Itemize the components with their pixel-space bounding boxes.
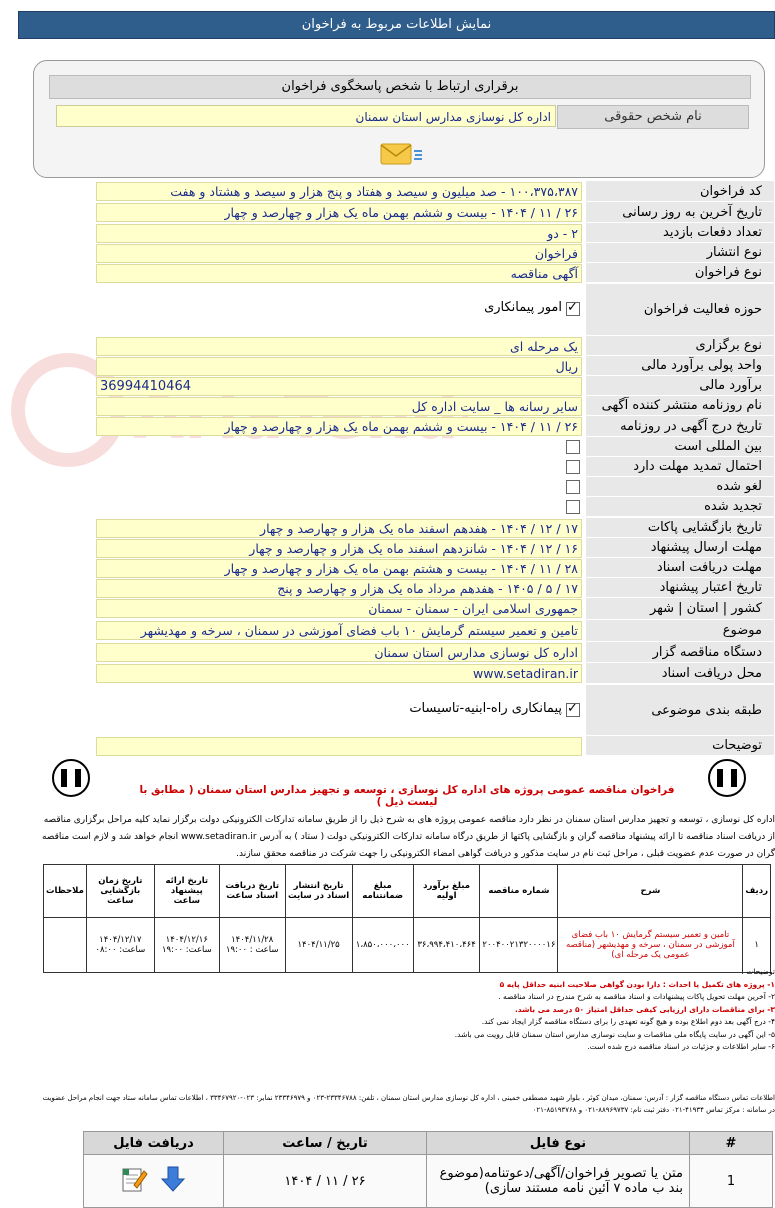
field-label: تاریخ اعتبار پیشنهاد [586,578,774,598]
notice-cell: ۱ [743,918,771,973]
files-header-num: # [690,1132,773,1155]
notice-note: ۵- این آگهی در سایت پایگاه ملی مناقصات و سایت نوسازی مدارس استان سمنان قابل رویت می باشد. [454,1029,775,1039]
notice-cell: ۲۰۰۴۰۰۲۱۳۲۰۰۰۰۱۶ [480,918,558,973]
field-label: تعداد دفعات بازدید [586,223,774,243]
field-label: تجدید شده [586,497,774,517]
field-label: دستگاه مناقصه گزار [586,642,774,663]
field-label: واحد پولی برآورد مالی [586,356,774,376]
field-label: موضوع [586,620,774,642]
notice-header-cell: تاریخ دریافت اسناد ساعت [219,865,285,918]
field-label: تاریخ آخرین به روز رسانی [586,202,774,223]
page-title: نمایش اطلاعات مربوط به فراخوان [18,11,775,39]
logo-left-icon [45,758,97,798]
field-label: حوزه فعالیت فراخوان [586,284,774,336]
field-value: تامین و تعمیر سیستم گرمایش ۱۰ باب فضای آموزشی در سمنان ، سرخه و مهدیشهر [96,621,582,640]
field-checkbox[interactable] [566,480,580,494]
field-label: بین المللی است [586,437,774,457]
field-label: توضیحات [586,736,774,756]
field-checkbox[interactable] [566,703,580,717]
field-value: سایر رسانه ها _ سایت اداره کل [96,397,582,416]
notice-cell: ۱۴۰۴/۱۱/۲۵ [285,918,352,973]
field-checkbox-label: پیمانکاری راه-ابنیه-تاسیسات [409,700,562,716]
file-row [84,1155,773,1208]
field-checkbox[interactable] [566,440,580,454]
field-value: جمهوری اسلامی ایران - سمنان - سمنان [96,599,582,618]
notice-header-cell: تاریخ ارائه پیشنهاد ساعت [154,865,219,918]
notice-note: ۱- پروژه های تکمیل یا احداث : دارا بودن گواهی صلاحیت ابنیه حداقل پایه ۵ [499,979,775,989]
field-value: ریال [96,357,582,376]
field-value: یک مرحله ای [96,337,582,356]
file-actions [84,1155,224,1208]
field-label: کد فراخوان [586,181,774,202]
edit-document-icon[interactable] [120,1165,148,1197]
contact-panel [33,60,765,178]
notice-note: ۶- سایر اطلاعات و جزئیات در اسناد مناقصه درج شده است. [587,1042,775,1051]
notice-note: ۳- برای مناقصات دارای ارزیابی کیفی حداقل امتیاز ۵۰ درصد می باشد. [514,1004,775,1014]
notice-note: ۲- آخرین مهلت تحویل پاکات پیشنهادات و اسناد مناقصه به شرح مندرج در اسناد مناقصه . [498,992,775,1001]
field-value: ۱۷ / ۱۲ / ۱۴۰۴ - هفدهم اسفند ماه یک هزار و چهارصد و چهار [96,519,582,538]
file-date: ۲۶ / ۱۱ / ۱۴۰۴ [224,1155,427,1208]
field-value: ۲۶ / ۱۱ / ۱۴۰۴ - بیست و ششم بهمن ماه یک هزار و چهارصد و چهار [96,203,582,222]
field-label: لغو شده [586,477,774,497]
notes-title: توضیحات : [741,967,775,976]
field-label: مهلت ارسال پیشنهاد [586,538,774,558]
contact-header: برقراری ارتباط با شخص پاسخگوی فراخوان [49,75,751,99]
notice-cell [44,918,87,973]
field-value: ۲ - دو [96,224,582,243]
notice-header-cell: شرح [558,865,743,918]
field-label: نام روزنامه منتشر کننده آگهی [586,396,774,416]
field-label: نوع برگزاری [586,336,774,356]
notice-cell: ۱۴۰۴/۱۲/۱۷ ساعت: ۰۸:۰۰ [86,918,154,973]
file-num: 1 [690,1155,773,1208]
notice-header-cell: مبلغ برآورد اولیه [413,865,480,918]
field-label: تاریخ بازگشایی پاکات [586,518,774,538]
notice-cell: ۱،۸۵۰،۰۰۰،۰۰۰ [352,918,413,973]
notice-footer: اطلاعات تماس دستگاه مناقصه گزار : آدرس: سمنان، میدان کوثر ، بلوار شهید مصطفی خمینی ، اداره کل نوسازی مدارس استان سمنان ، تلفن: ۲۳۳۴۶۷۸۸-۰۲۳ و ۲۳۳۴۶۹۷۹ نمابر: ۰۲۳-۳۳۴۶۷۹۲۰ ، اطلاعات تماس سامانه ستاد جهت انجام مراحل عضویت در سامانه : مرکز تماس ۴۱۹۳۴-۰۲۱ دفتر ثبت نام: ۸۸۹۶۹۷۳۷-۰۲۱ و ۸۵۱۹۳۷۶۸-۰۲۱ [42,1094,775,1114]
envelope-icon[interactable] [379,138,425,170]
field-value: ۱۶ / ۱۲ / ۱۴۰۴ - شانزدهم اسفند ماه یک هزار و چهارصد و چهار [96,539,582,558]
notice-cell: تامین و تعمیر سیستم گرمایش ۱۰ باب فضای آموزشی در سمنان ، سرخه و مهدیشهر (مناقصه عمومی یک مرحله ای) [558,918,743,973]
notice-header-cell: تاریخ انتشار اسناد در سایت [285,865,352,918]
field-value: آگهی مناقصه [96,264,582,283]
download-icon[interactable] [159,1165,187,1197]
field-value: ۱۷ / ۵ / ۱۴۰۵ - هفدهم مرداد ماه یک هزار و چهارصد و پنج [96,579,582,598]
notice-header-cell: تاریخ زمان بازگشایی ساعت [86,865,154,918]
field-label: نوع انتشار [586,243,774,263]
field-value: ۲۸ / ۱۱ / ۱۴۰۴ - بیست و هشتم بهمن ماه یک هزار و چهارصد و چهار [96,559,582,578]
field-value: اداره کل نوسازی مدارس استان سمنان [96,643,582,662]
field-label: مهلت دریافت اسناد [586,558,774,578]
field-label: احتمال تمدید مهلت دارد [586,457,774,477]
file-type: متن یا تصویر فراخوان/آگهی/دعوتنامه(موضوع بند ب ماده ۷ آئین نامه مستند سازی) [427,1155,690,1208]
files-header-download: دریافت فایل [84,1132,224,1155]
files-header-date: تاریخ / ساعت [224,1132,427,1155]
notice-notes [37,966,775,1054]
field-value: 36994410464 [96,377,582,396]
field-value: فراخوان [96,244,582,263]
field-label: تاریخ درج آگهی در روزنامه [586,416,774,437]
notice-image [37,756,775,1118]
field-checkbox[interactable] [566,500,580,514]
notice-cell: ۱۴۰۴/۱۲/۱۶ ساعت: ۱۹:۰۰ [154,918,219,973]
notice-note: ۴- درج آگهی بعد دوم اطلاع بوده و هیچ گونه تعهدی را برای دستگاه مناقصه گزار ایجاد نمی کند. [481,1017,775,1026]
field-value: ۲۶ / ۱۱ / ۱۴۰۴ - بیست و ششم بهمن ماه یک هزار و چهارصد و چهار [96,417,582,436]
notice-title: فراخوان مناقصه عمومی پروژه های اداره کل نوسازی ، توسعه و تجهیز مدارس استان سمنان ( مطابق با لیست ذیل ) [139,784,675,808]
field-checkbox[interactable] [566,302,580,316]
field-value: www.setadiran.ir [96,664,582,683]
field-label: محل دریافت اسناد [586,663,774,684]
files-table [83,1131,773,1208]
field-label: نوع فراخوان [586,263,774,283]
files-header-type: نوع فایل [427,1132,690,1155]
notice-header-cell: ردیف [743,865,771,918]
notice-cell: ۱۴۰۴/۱۱/۲۸ ساعت : ۱۹:۰۰ [219,918,285,973]
contact-label: نام شخص حقوقی [557,105,749,129]
notice-header-cell: ملاحظات [44,865,87,918]
notice-cell: ۳۶،۹۹۴،۴۱۰،۴۶۴ [413,918,480,973]
notice-paragraph: اداره کل نوسازی ، توسعه و تجهیز مدارس استان سمنان در نظر دارد مناقصه عمومی پروژه های به شرح ذیل را از طریق سامانه تدارکات الکترونیکی دولت برگزار نماید کلیه مراحل برگزاری مناقصه از دریافت اسناد مناقصه تا ارائه پیشنهاد مناقصه گران و بازگشایی پاکتها از طریق درگاه سامانه تدارکات الکترونیکی دولت ( ستاد ) به آدرس www.setadiran.ir انجام خواهد شد و لازم است مناقصه گران در صورت عدم عضویت قبلی ، مراحل ثبت نام در سایت مذکور و دریافت گواهی امضاء الکترونیکی را جهت شرکت در مناقصه محقق سازند. [41,815,775,859]
contact-value: اداره کل نوسازی مدارس استان سمنان [56,105,556,127]
field-value [96,737,582,756]
field-checkbox[interactable] [566,460,580,474]
field-checkbox-label: امور پیمانکاری [484,300,562,315]
field-label: کشور | استان | شهر [586,598,774,620]
notice-table [43,864,771,973]
field-value: ۱۰۰،۳۷۵،۳۸۷ - صد میلیون و سیصد و هفتاد و پنج هزار و سیصد و هشتاد و هفت [96,182,582,201]
field-label: طبقه بندی موضوعی [586,685,774,736]
logo-right-icon [701,758,753,798]
field-label: برآورد مالی [586,376,774,396]
notice-header-cell: مبلغ ضمانتنامه [352,865,413,918]
notice-header-cell: شماره مناقصه [480,865,558,918]
